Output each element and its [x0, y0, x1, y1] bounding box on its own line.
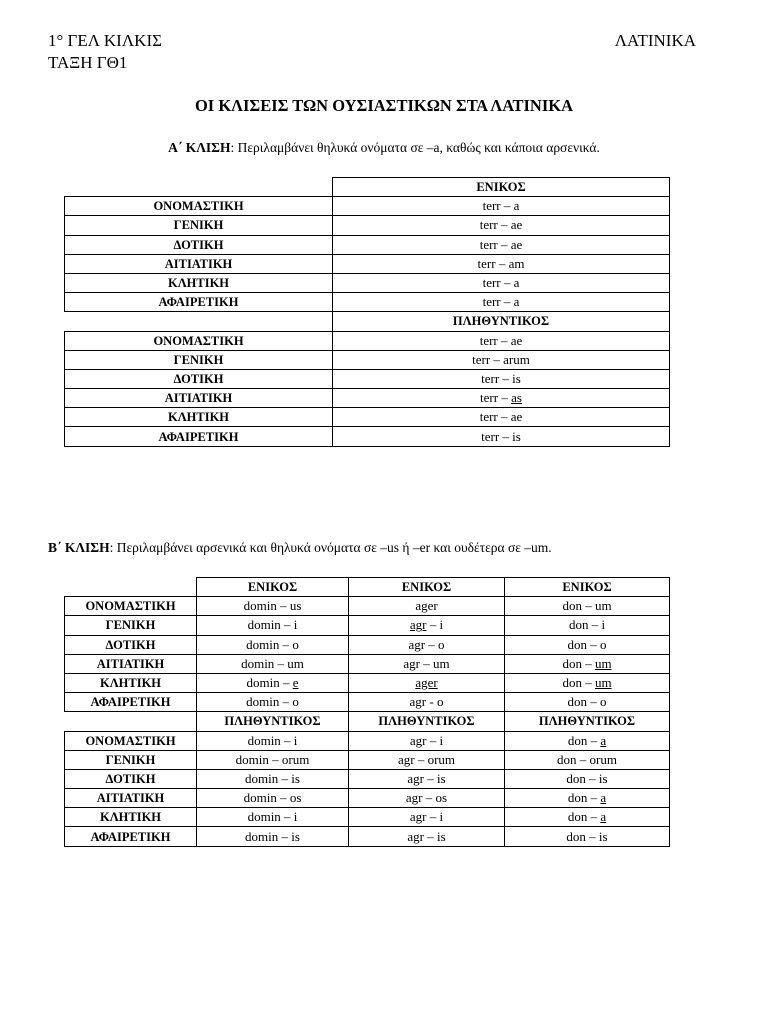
case-name: ΓΕΝΙΚΗ: [65, 750, 197, 769]
masculine-us-form: [197, 673, 349, 692]
case-name: ΓΕΝΙΚΗ: [65, 616, 197, 635]
case-name: ΔΟΤΙΚΗ: [65, 369, 333, 388]
masculine-us-form-underlined: e: [292, 675, 299, 691]
case-form: terr – arum: [333, 350, 670, 369]
table-row: [65, 731, 670, 750]
masculine-er-form-text: – i: [426, 617, 444, 633]
singular-header: ΕΝΙΚΟΣ: [505, 578, 670, 597]
table-row: [65, 408, 670, 427]
case-name: ΓΕΝΙΚΗ: [65, 350, 333, 369]
case-name: ΚΛΗΤΙΚΗ: [65, 408, 333, 427]
second-declension-description: : Περιλαμβάνει αρσενικά και θηλυκά ονόματα σε –us ή –er και ουδέτερα σε –um.: [109, 540, 552, 555]
case-name: ΚΛΗΤΙΚΗ: [65, 273, 333, 292]
masculine-er-form: agr – um: [349, 654, 505, 673]
masculine-us-form: domin – i: [197, 808, 349, 827]
neuter-um-form-text: don –: [567, 732, 601, 748]
first-declension-table: [64, 177, 670, 447]
plural-header: ΠΛΗΘΥΝΤΙΚΟΣ: [197, 712, 349, 731]
case-name: ΑΦΑΙΡΕΤΙΚΗ: [65, 827, 197, 846]
case-form: terr – ae: [333, 408, 670, 427]
class-name: ΤΑΞΗ ΓΘ1: [48, 53, 128, 72]
case-form-text: terr –: [480, 390, 512, 406]
case-form-underlined: as: [511, 390, 522, 406]
table-row: [65, 216, 670, 235]
subject-name: ΛΑΤΙΝΙΚΑ: [614, 31, 696, 50]
neuter-um-form: [505, 731, 670, 750]
case-form: terr – is: [333, 369, 670, 388]
masculine-er-form: [349, 616, 505, 635]
empty-cell: [65, 312, 333, 331]
masculine-er-form: ager: [349, 597, 505, 616]
masculine-er-form-underlined: ager: [415, 675, 438, 691]
case-form: terr – a: [333, 197, 670, 216]
neuter-um-form-text: don –: [562, 675, 595, 691]
table-row: [65, 616, 670, 635]
table-row: [65, 254, 670, 273]
school-name: 1° ΓΕΛ ΚΙΛΚΙΣ: [48, 31, 162, 50]
masculine-er-form: agr - o: [349, 693, 505, 712]
singular-header-row: [65, 178, 670, 197]
table-row: [65, 389, 670, 408]
masculine-er-form: agr – os: [349, 789, 505, 808]
table-row: [65, 635, 670, 654]
singular-header: ΕΝΙΚΟΣ: [349, 578, 505, 597]
case-name: ΟΝΟΜΑΣΤΙΚΗ: [65, 731, 197, 750]
case-name: ΟΝΟΜΑΣΤΙΚΗ: [65, 331, 333, 350]
singular-header-row: [65, 578, 670, 597]
masculine-er-form-underlined: agr: [409, 617, 427, 633]
neuter-um-form: don – is: [505, 769, 670, 788]
case-form: terr – am: [333, 254, 670, 273]
first-declension-label: Α΄ ΚΛΙΣΗ: [168, 140, 231, 155]
table-row: [65, 350, 670, 369]
masculine-er-form: agr – is: [349, 769, 505, 788]
second-declension-intro: [48, 540, 552, 556]
masculine-us-form: domin – is: [197, 769, 349, 788]
table-row: [65, 197, 670, 216]
singular-header: ΕΝΙΚΟΣ: [197, 578, 349, 597]
plural-header: ΠΛΗΘΥΝΤΙΚΟΣ: [349, 712, 505, 731]
case-form: terr – ae: [333, 235, 670, 254]
empty-cell: [65, 578, 197, 597]
masculine-er-form: [349, 673, 505, 692]
neuter-um-form: [505, 654, 670, 673]
case-form: terr – a: [333, 273, 670, 292]
table-row: [65, 789, 670, 808]
masculine-us-form: domin – us: [197, 597, 349, 616]
neuter-um-form-text: don –: [567, 809, 601, 825]
table-row: [65, 693, 670, 712]
masculine-us-form: domin – um: [197, 654, 349, 673]
masculine-us-form: domin – i: [197, 616, 349, 635]
neuter-um-form-underlined: a: [600, 790, 607, 806]
neuter-um-form-text: don –: [567, 790, 601, 806]
page-title: ΟΙ ΚΛΙΣΕΙΣ ΤΩΝ ΟΥΣΙΑΣΤΙΚΩΝ ΣΤΑ ΛΑΤΙΝΙΚΑ: [194, 96, 574, 115]
case-form: terr – ae: [333, 216, 670, 235]
neuter-um-form: don – o: [505, 635, 670, 654]
second-declension-table: [64, 577, 670, 847]
table-row: [65, 827, 670, 846]
neuter-um-form-underlined: a: [600, 732, 607, 748]
table-row: [65, 331, 670, 350]
masculine-us-form: domin – o: [197, 635, 349, 654]
plural-header: ΠΛΗΘΥΝΤΙΚΟΣ: [333, 312, 670, 331]
neuter-um-form-text: don –: [562, 655, 595, 671]
neuter-um-form-underlined: a: [600, 809, 607, 825]
neuter-um-form: don – is: [505, 827, 670, 846]
case-form: terr – ae: [333, 331, 670, 350]
masculine-us-form-text: domin –: [246, 675, 293, 691]
case-name: ΑΦΑΙΡΕΤΙΚΗ: [65, 427, 333, 446]
masculine-us-form: domin – is: [197, 827, 349, 846]
case-form: terr – is: [333, 427, 670, 446]
empty-cell: [65, 712, 197, 731]
case-name: ΑΙΤΙΑΤΙΚΗ: [65, 254, 333, 273]
case-name: ΚΛΗΤΙΚΗ: [65, 673, 197, 692]
neuter-um-form: don – um: [505, 597, 670, 616]
case-name: ΟΝΟΜΑΣΤΙΚΗ: [65, 597, 197, 616]
table-row: [65, 769, 670, 788]
neuter-um-form-underlined: um: [594, 655, 612, 671]
first-declension-description: : Περιλαμβάνει θηλυκά ονόματα σε –a, καθώς και κάποια αρσενικά.: [230, 140, 600, 155]
table-row: [65, 293, 670, 312]
masculine-us-form: domin – os: [197, 789, 349, 808]
table-row: [65, 597, 670, 616]
table-row: [65, 427, 670, 446]
second-declension-label: Β΄ ΚΛΙΣΗ: [48, 540, 110, 555]
case-name: ΟΝΟΜΑΣΤΙΚΗ: [65, 197, 333, 216]
neuter-um-form: [505, 789, 670, 808]
masculine-er-form: agr – is: [349, 827, 505, 846]
table-row: [65, 235, 670, 254]
case-name: ΚΛΗΤΙΚΗ: [65, 808, 197, 827]
plural-header: ΠΛΗΘΥΝΤΙΚΟΣ: [505, 712, 670, 731]
case-name: ΔΟΤΙΚΗ: [65, 235, 333, 254]
empty-cell: [65, 178, 333, 197]
table-row: [65, 654, 670, 673]
neuter-um-form: don – i: [505, 616, 670, 635]
masculine-us-form: domin – orum: [197, 750, 349, 769]
table-row: [65, 673, 670, 692]
masculine-er-form: agr – o: [349, 635, 505, 654]
plural-header-row: [65, 712, 670, 731]
masculine-er-form: agr – i: [349, 731, 505, 750]
case-form: [333, 389, 670, 408]
case-name: ΑΙΤΙΑΤΙΚΗ: [65, 389, 333, 408]
neuter-um-form: [505, 808, 670, 827]
plural-header-row: [65, 312, 670, 331]
masculine-er-form: agr – i: [349, 808, 505, 827]
case-name: ΑΙΤΙΑΤΙΚΗ: [65, 654, 197, 673]
table-row: [65, 273, 670, 292]
case-name: ΔΟΤΙΚΗ: [65, 635, 197, 654]
case-name: ΔΟΤΙΚΗ: [65, 769, 197, 788]
case-name: ΑΦΑΙΡΕΤΙΚΗ: [65, 693, 197, 712]
case-name: ΑΙΤΙΑΤΙΚΗ: [65, 789, 197, 808]
masculine-us-form: domin – i: [197, 731, 349, 750]
table-row: [65, 808, 670, 827]
first-declension-intro: [0, 140, 768, 156]
case-form: terr – a: [333, 293, 670, 312]
neuter-um-form: don – orum: [505, 750, 670, 769]
case-name: ΓΕΝΙΚΗ: [65, 216, 333, 235]
singular-header: ΕΝΙΚΟΣ: [333, 178, 670, 197]
neuter-um-form-underlined: um: [594, 675, 612, 691]
masculine-us-form: domin – o: [197, 693, 349, 712]
masculine-er-form: agr – orum: [349, 750, 505, 769]
case-name: ΑΦΑΙΡΕΤΙΚΗ: [65, 293, 333, 312]
table-row: [65, 750, 670, 769]
neuter-um-form: don – o: [505, 693, 670, 712]
neuter-um-form: [505, 673, 670, 692]
table-row: [65, 369, 670, 388]
